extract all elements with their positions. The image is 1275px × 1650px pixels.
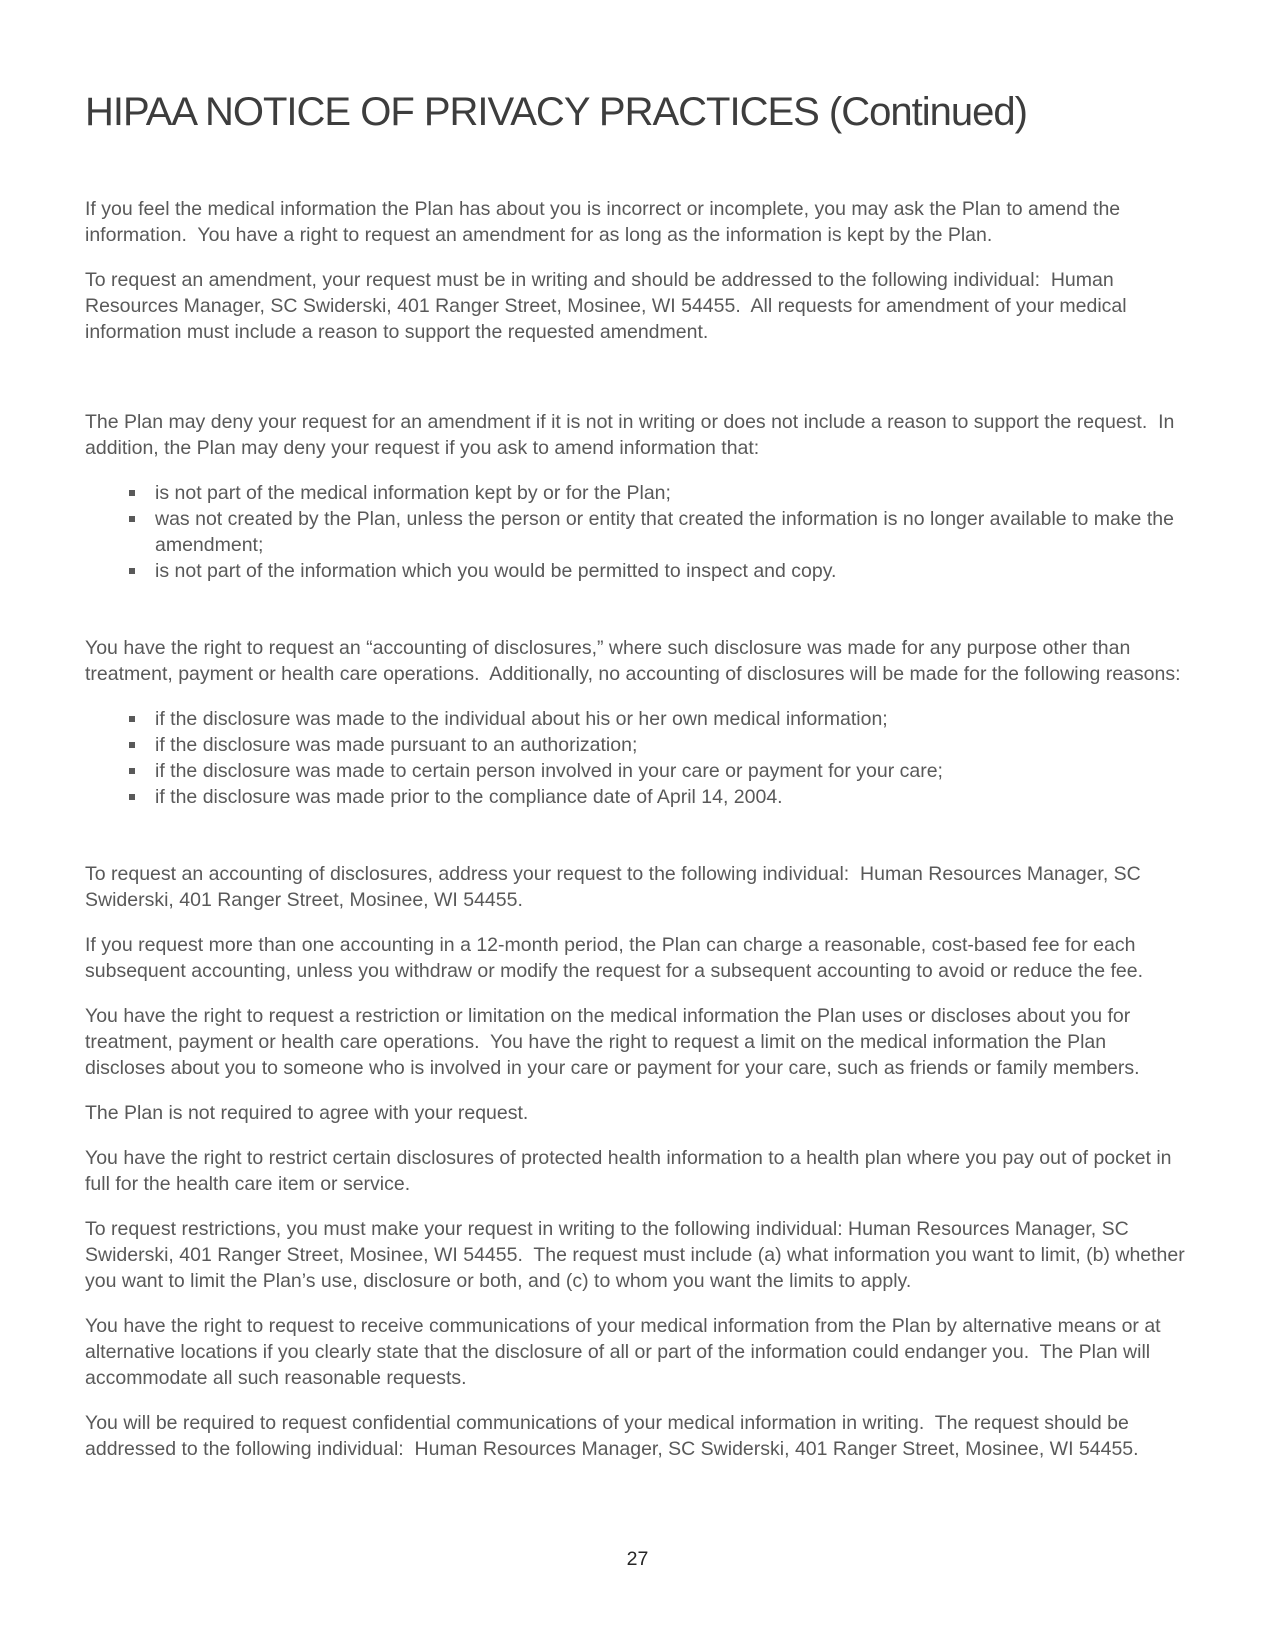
list-item: if the disclosure was made prior to the compliance date of April 14, 2004. [85, 784, 1190, 810]
list-item: if the disclosure was made to the individual about his or her own medical information; [85, 706, 1190, 732]
list-item: is not part of the medical information kept by or for the Plan; [85, 480, 1190, 506]
page-title: HIPAA NOTICE OF PRIVACY PRACTICES (Continued) [85, 90, 1027, 134]
blank-line [85, 590, 1190, 635]
paragraph-plan-not-required: The Plan is not required to agree with your request. [85, 1102, 529, 1124]
paragraph-accounting-disclosures-intro: You have the right to request an “accounting of disclosures,” where such disclosure was made for any purpose other than treatment, payment or health care operations. Additionally, no accounting of disclosures will be made for the following reasons: [85, 637, 1181, 685]
amendment-denial-list [85, 480, 1190, 584]
page-number: 27 [626, 1548, 649, 1570]
list-item: was not created by the Plan, unless the person or entity that created the information is no longer available to make the amendment; [85, 506, 1190, 558]
paragraph-accounting-fee: If you request more than one accounting in a 12-month period, the Plan can charge a reasonable, cost-based fee for each subsequent accounting, unless you withdraw or modify the request for a subsequent accounting to avoid or reduce the fee. [85, 934, 1143, 982]
list-item: is not part of the information which you would be permitted to inspect and copy. [85, 558, 1190, 584]
paragraph-amend-request-intro: If you feel the medical information the Plan has about you is incorrect or incomplete, you may ask the Plan to amend the information. You have a right to request an amendment for as long as the information is kept by the Plan. [85, 198, 1126, 246]
paragraph-amend-request-address: To request an amendment, your request must be in writing and should be addressed to the following individual: Human Resources Manager, SC Swiderski, 401 Ranger Street, Mosinee, WI 54455. All requests for amendment of your medical information must include a reason to support the requested amendment. [85, 269, 1133, 343]
paragraph-confidential-request-writing: You will be required to request confidential communications of your medical information in writing. The request should be addressed to the following individual: Human Resources Manager, SC Swiderski, 401 Ranger Street, Mosinee, WI 54455. [85, 1412, 1139, 1460]
blank-line [85, 816, 1190, 861]
paragraph-confidential-communications: You have the right to request to receive communications of your medical information from the Plan by alternative means or at alternative locations if you clearly state that the disclosure of all or part of the information could endanger you. The Plan will accommodate all such reasonable requests. [85, 1315, 1167, 1389]
paragraph-restriction-right: You have the right to request a restriction or limitation on the medical information the Plan uses or discloses about you for treatment, payment or health care operations. You have the right to request a limit on the medical information the Plan discloses about you to someone who is involved in your care or payment for your care, such as friends or family members. [85, 1005, 1140, 1079]
paragraph-accounting-request-address: To request an accounting of disclosures, address your request to the following individual: Human Resources Manager, SC Swiderski, 401 Ranger Street, Mosinee, WI 54455. [85, 863, 1147, 911]
blank-line [85, 364, 1190, 409]
paragraph-request-restrictions: To request restrictions, you must make your request in writing to the following individual: Human Resources Manager, SC Swiderski, 401 Ranger Street, Mosinee, WI 54455. The request must include (a) what information you want to limit, (b) whether you want to limit the Plan’s use, disclosure or both, and (c) to whom you want the limits to apply. [85, 1218, 1191, 1292]
list-item: if the disclosure was made to certain person involved in your care or payment for your care; [85, 758, 1190, 784]
paragraph-amend-deny-intro: The Plan may deny your request for an amendment if it is not in writing or does not include a reason to support the request. In addition, the Plan may deny your request if you ask to amend information that: [85, 411, 1180, 459]
paragraph-restrict-disclosures: You have the right to restrict certain disclosures of protected health information to a health plan where you pay out of pocket in full for the health care item or service. [85, 1147, 1177, 1195]
list-item: if the disclosure was made pursuant to an authorization; [85, 732, 1190, 758]
no-accounting-list [85, 706, 1190, 810]
